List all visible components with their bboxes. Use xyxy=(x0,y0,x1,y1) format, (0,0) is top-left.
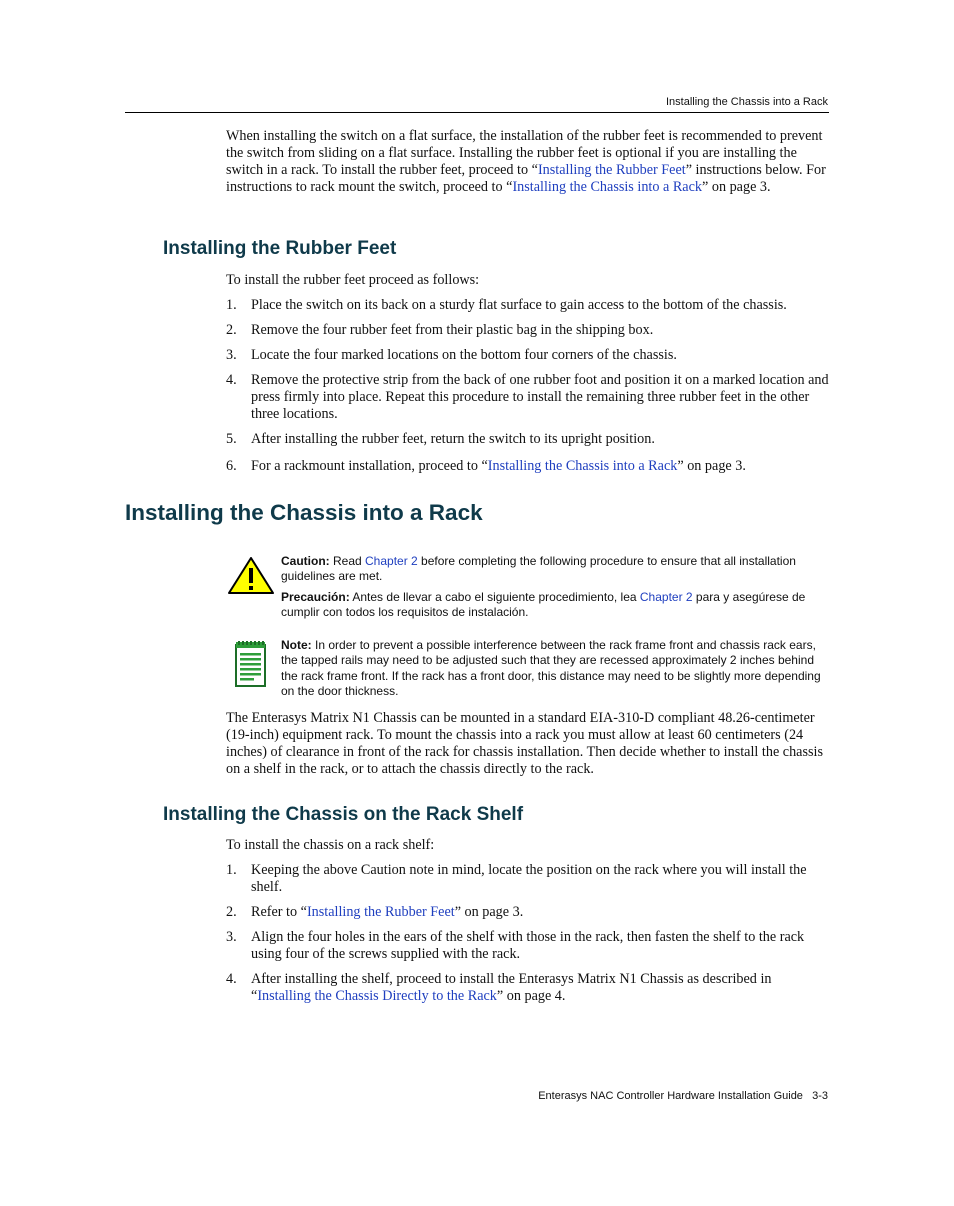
rubber-feet-lead: To install the rubber feet proceed as follows: xyxy=(226,272,480,288)
shelf-step-2 xyxy=(226,904,828,921)
step-text-post: ” on page 4. xyxy=(496,988,566,1004)
step-number: 3. xyxy=(226,929,237,945)
caution-text-pre: Read xyxy=(329,554,366,568)
step-number: 4. xyxy=(226,372,237,388)
step-text: After installing the rubber feet, return the switch to its upright position. xyxy=(251,431,655,447)
step-number: 4. xyxy=(226,971,237,987)
step-text: Keeping the above Caution note in mind, locate the position on the rack where you will install the shelf. xyxy=(251,862,807,895)
caution-text-post: before completing the following procedure to ensure that all installation guidelines are met. xyxy=(281,554,796,584)
step-text: Align the four holes in the ears of the shelf with those in the rack, then fasten the shelf to the rack using four of the screws supplied with the rack. xyxy=(251,929,805,962)
step-number: 1. xyxy=(226,297,237,313)
step-text: Locate the four marked locations on the bottom four corners of the chassis. xyxy=(251,347,677,363)
warning-triangle-icon xyxy=(227,556,275,596)
precaucion-text-pre: Antes de llevar a cabo el siguiente procedimiento, lea xyxy=(349,590,640,604)
heading-chassis-rack: Installing the Chassis into a Rack xyxy=(125,500,483,525)
header-rule xyxy=(125,112,829,113)
step-text-post: ” on page 3. xyxy=(677,458,746,474)
intro-paragraph xyxy=(226,128,828,196)
shelf-step-3 xyxy=(226,929,828,963)
link-chapter-2[interactable]: Chapter 2 xyxy=(365,554,418,568)
link-chassis-directly[interactable]: Installing the Chassis Directly to the Rack xyxy=(257,988,497,1004)
notepad-icon xyxy=(234,640,268,688)
step-text-pre: After installing the shelf, proceed to install the Enterasys Matrix N1 Chassis as described in “ xyxy=(251,971,772,1004)
running-header: Installing the Chassis into a Rack xyxy=(665,96,828,108)
precaucion-label: Precaución: xyxy=(281,590,350,604)
intro-text-3: ” on page 3. xyxy=(702,179,771,195)
step-number: 6. xyxy=(226,458,237,474)
note-notice xyxy=(281,638,829,700)
link-chassis-rack[interactable]: Installing the Chassis into a Rack xyxy=(512,179,702,195)
link-rubber-feet-step[interactable]: Installing the Rubber Feet xyxy=(306,904,455,920)
rubber-step-3 xyxy=(226,347,828,364)
precaucion-notice xyxy=(281,590,829,621)
note-label: Note: xyxy=(281,638,312,652)
link-chapter-2-es[interactable]: Chapter 2 xyxy=(639,590,693,604)
rubber-step-6 xyxy=(226,458,828,475)
rubber-step-2 xyxy=(226,322,828,339)
step-number: 1. xyxy=(226,862,237,878)
heading-rubber-feet: Installing the Rubber Feet xyxy=(163,238,397,259)
intro-text-1: When installing the switch on a flat surface, the installation of the rubber feet is recommended to prevent the switch from sliding on a flat surface. Installing the rubber feet is optional if you are installing the switch in a rack. To install the rubber feet, proceed to “ xyxy=(226,128,823,178)
heading-rack-shelf: Installing the Chassis on the Rack Shelf xyxy=(163,804,524,825)
note-text: In order to prevent a possible interference between the rack frame front and chassis rack ears, the tapped rails may need to be adjusted such that they are recessed approximately 2 inches behind the rack frame front. If the rack has a front door, this distance may need to be slightly more depending on the door thickness. xyxy=(281,638,821,699)
step-text-pre: Refer to “ xyxy=(251,904,307,920)
rubber-step-1 xyxy=(226,297,828,314)
step-number: 2. xyxy=(226,904,237,920)
rubber-step-4 xyxy=(226,372,828,423)
step-number: 3. xyxy=(226,347,237,363)
chassis-rack-body: The Enterasys Matrix N1 Chassis can be mounted in a standard EIA-310-D compliant 48.26-centimeter (19-inch) equipment rack. To mount the chassis into a rack you must allow at least 60 centimeters (24 inches) of clearance in front of the rack for chassis installation. Then decide whether to install the chassis on a shelf in the rack, or to attach the chassis directly to the rack. xyxy=(226,710,823,777)
page-footer: Enterasys NAC Controller Hardware Installation Guide 3-3 xyxy=(538,1090,828,1102)
step-text-post: ” on page 3. xyxy=(454,904,524,920)
step-text-pre: For a rackmount installation, proceed to “ xyxy=(251,458,488,474)
shelf-step-1 xyxy=(226,862,828,896)
step-number: 5. xyxy=(226,431,237,447)
step-number: 2. xyxy=(226,322,237,338)
rack-shelf-lead: To install the chassis on a rack shelf: xyxy=(226,837,435,853)
link-chassis-rack-step[interactable]: Installing the Chassis into a Rack xyxy=(487,458,678,474)
step-text: Remove the protective strip from the back of one rubber foot and position it on a marked location and press firmly into place. Repeat this procedure to install the remaining three rubber feet in the other three locations. xyxy=(251,372,829,422)
precaucion-text-post: para y asegúrese de cumplir con todos los requisitos de instalación. xyxy=(281,590,806,620)
shelf-step-4 xyxy=(226,971,828,1005)
step-text: Place the switch on its back on a sturdy flat surface to gain access to the bottom of the chassis. xyxy=(251,297,787,313)
caution-notice xyxy=(281,554,829,585)
step-text: Remove the four rubber feet from their plastic bag in the shipping box. xyxy=(251,322,654,338)
link-rubber-feet[interactable]: Installing the Rubber Feet xyxy=(537,162,686,178)
caution-label: Caution: xyxy=(281,554,330,568)
step-text xyxy=(251,458,829,475)
intro-text-2: ” instructions below. For instructions to rack mount the switch, proceed to “ xyxy=(226,162,826,195)
rubber-step-5 xyxy=(226,431,828,448)
step-text xyxy=(251,971,829,1005)
step-text xyxy=(251,904,829,921)
